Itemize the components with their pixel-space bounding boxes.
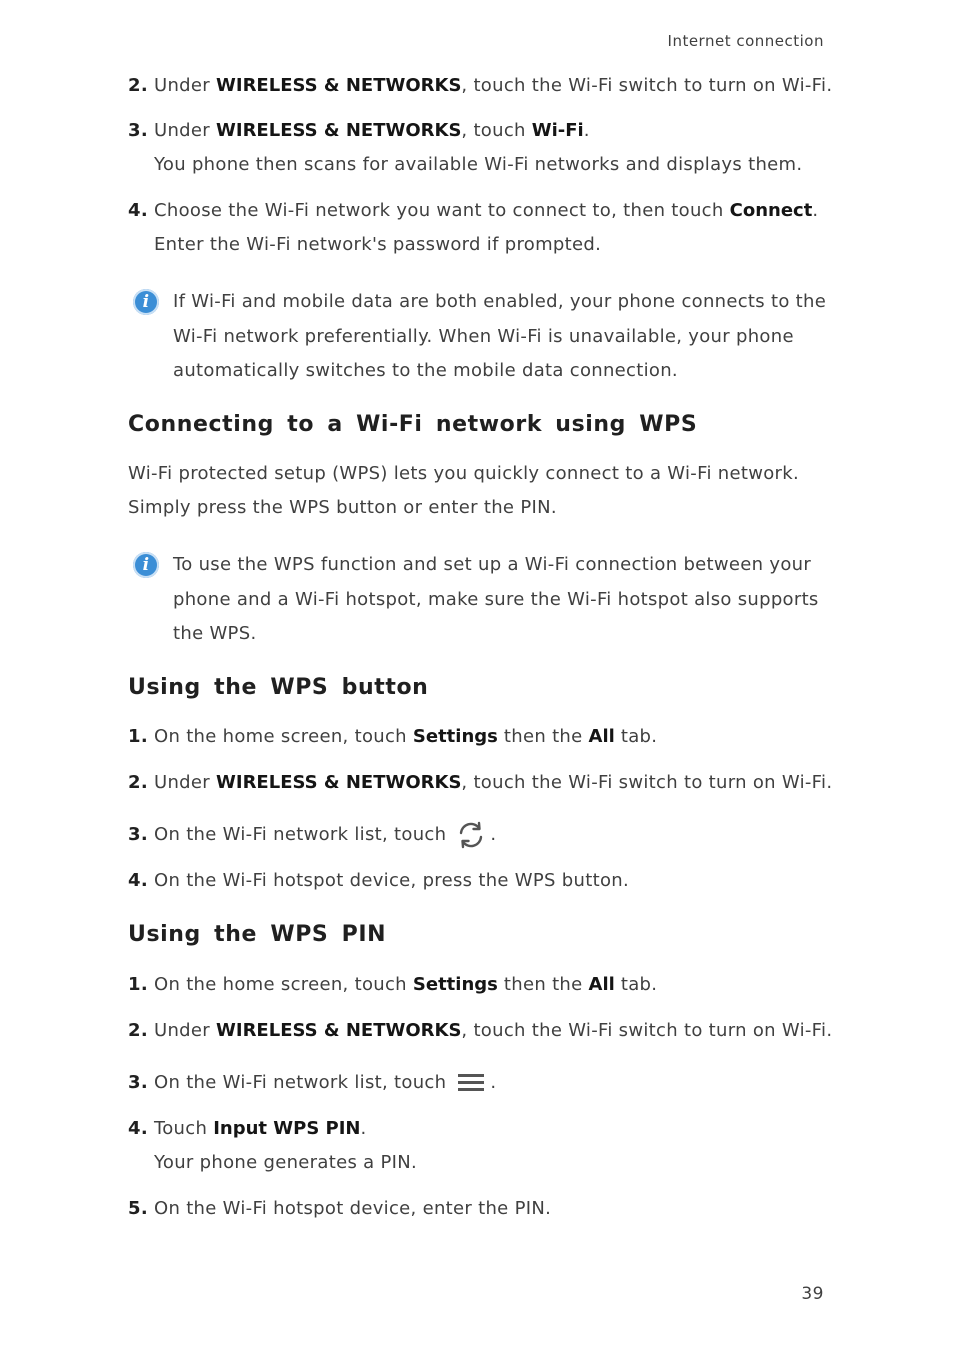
info-icon [133, 552, 159, 578]
menu-icon [456, 1068, 486, 1098]
step-number: 2. [128, 1020, 148, 1041]
step-item: 4. Choose the Wi-Fi network you want to connect to, then touch Connect. Enter the Wi-Fi network's password if prompted. [128, 194, 828, 262]
step-detail: You phone then scans for available Wi-Fi networks and displays them. [154, 154, 803, 175]
step-number: 5. [128, 1198, 148, 1219]
step-item: 5. On the Wi-Fi hotspot device, enter the PIN. [128, 1192, 828, 1226]
step-item: 3. On the Wi-Fi network list, touch . [128, 1066, 828, 1100]
step-item: 4. Touch Input WPS PIN. Your phone generates a PIN. [128, 1112, 828, 1180]
step-number: 2. [128, 772, 148, 793]
step-number: 3. [128, 120, 148, 141]
section-heading: Using the WPS PIN [128, 922, 387, 947]
step-item: 1. On the home screen, touch Settings then the All tab. [128, 968, 828, 1002]
step-item: 2. Under WIRELESS & NETWORKS, touch the Wi-Fi switch to turn on Wi-Fi. [128, 1014, 828, 1048]
step-detail: Enter the Wi-Fi network's password if prompted. [154, 234, 602, 255]
step-number: 4. [128, 200, 148, 221]
step-item: 3. Under WIRELESS & NETWORKS, touch Wi-Fi. You phone then scans for available Wi-Fi networks and displays them. [128, 114, 828, 182]
info-note: i To use the WPS function and set up a Wi-Fi connection between your phone and a Wi-Fi hotspot, make sure the Wi-Fi hotspot also supports the WPS. [133, 548, 833, 652]
step-number: 3. [128, 824, 148, 845]
page-number: 39 [801, 1284, 824, 1304]
running-header: Internet connection [667, 32, 824, 50]
step-item: 1. On the home screen, touch Settings then the All tab. [128, 720, 828, 754]
step-number: 3. [128, 1072, 148, 1093]
step-item: 3. On the Wi-Fi network list, touch . [128, 818, 828, 852]
step-number: 2. [128, 75, 148, 96]
paragraph: Wi-Fi protected setup (WPS) lets you quickly connect to a Wi-Fi network. Simply press the WPS button or enter the PIN. [128, 463, 799, 518]
info-note: i If Wi-Fi and mobile data are both enabled, your phone connects to the Wi-Fi network preferentially. When Wi-Fi is unavailable, your phone automatically switches to the mobile data connection. [133, 285, 833, 389]
section-heading: Using the WPS button [128, 675, 429, 700]
step-detail: Your phone generates a PIN. [154, 1152, 418, 1173]
step-item: 2. Under WIRELESS & NETWORKS, touch the Wi-Fi switch to turn on Wi-Fi. [128, 69, 828, 103]
step-number: 1. [128, 974, 148, 995]
info-icon [133, 289, 159, 315]
step-number: 4. [128, 1118, 148, 1139]
step-number: 4. [128, 870, 148, 891]
step-item: 4. On the Wi-Fi hotspot device, press the WPS button. [128, 864, 828, 898]
step-item: 2. Under WIRELESS & NETWORKS, touch the Wi-Fi switch to turn on Wi-Fi. [128, 766, 828, 800]
step-number: 1. [128, 726, 148, 747]
section-heading: Connecting to a Wi-Fi network using WPS [128, 412, 698, 437]
refresh-icon [456, 820, 486, 850]
